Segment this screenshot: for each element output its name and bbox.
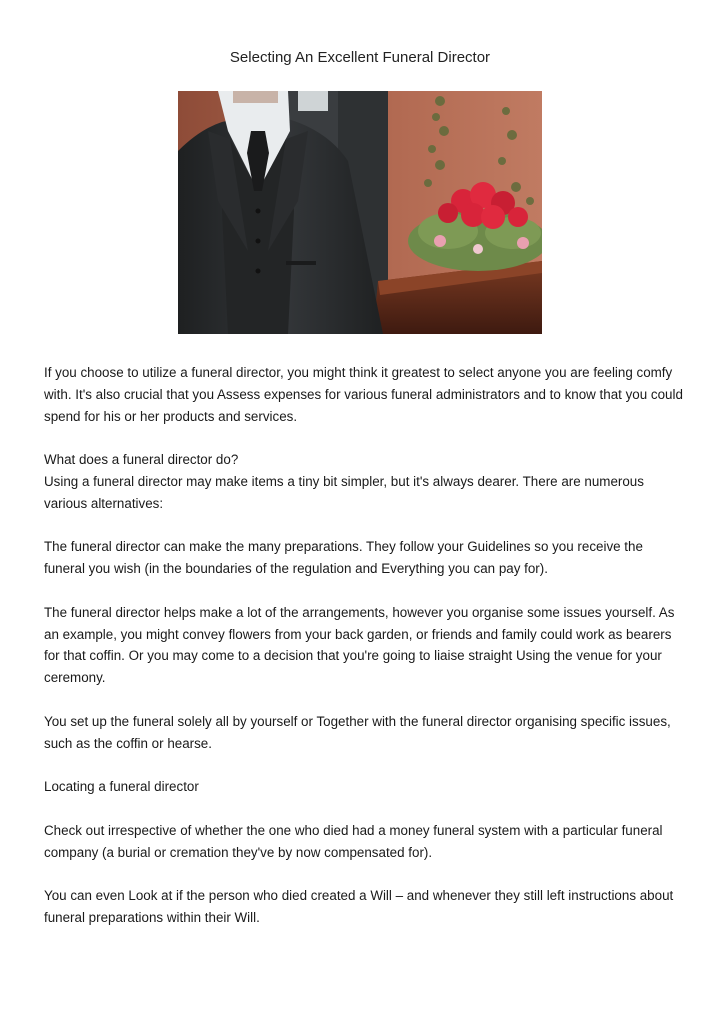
paragraph: The funeral director helps make a lot of the arrangements, however you organise some issues yourself. As an example, you might convey flowers from your back garden, or friends and family could work as bearers for that coffin. Or you may come to a decision that you're going to liaise straight Using the venue for your ceremony. [44, 604, 675, 686]
funeral-photo [178, 91, 542, 334]
paragraph: You set up the funeral solely all by yourself or Together with the funeral director organising specific issues, such as the coffin or hearse. [44, 713, 671, 751]
paragraph [44, 449, 684, 514]
article-body [44, 362, 684, 951]
paragraph-text: Using a funeral director may make items a tiny bit simpler, but it's always dearer. There are numerous various alternatives: [44, 473, 644, 511]
paragraph: The funeral director can make the many preparations. They follow your Guidelines so you receive the funeral you wish (in the boundaries of the regulation and Everything you can pay for). [44, 539, 643, 577]
page-title: Selecting An Excellent Funeral Director [229, 49, 491, 66]
paragraph: You can even Look at if the person who died created a Will – and whenever they still left instructions about funeral preparations within their Will. [44, 888, 674, 925]
paragraph: If you choose to utilize a funeral director, you might think it greatest to select anyone you are feeling comfy with. It's also crucial that you Assess expenses for various funeral administrators and to know that you could spend for his or her products and services. [44, 365, 683, 424]
paragraph: Check out irrespective of whether the one who died had a money funeral system with a particular funeral company (a burial or cremation they've by now compensated for). [44, 822, 663, 860]
question-heading: What does a funeral director do? [44, 452, 239, 468]
section-heading: Locating a funeral director [44, 779, 199, 795]
